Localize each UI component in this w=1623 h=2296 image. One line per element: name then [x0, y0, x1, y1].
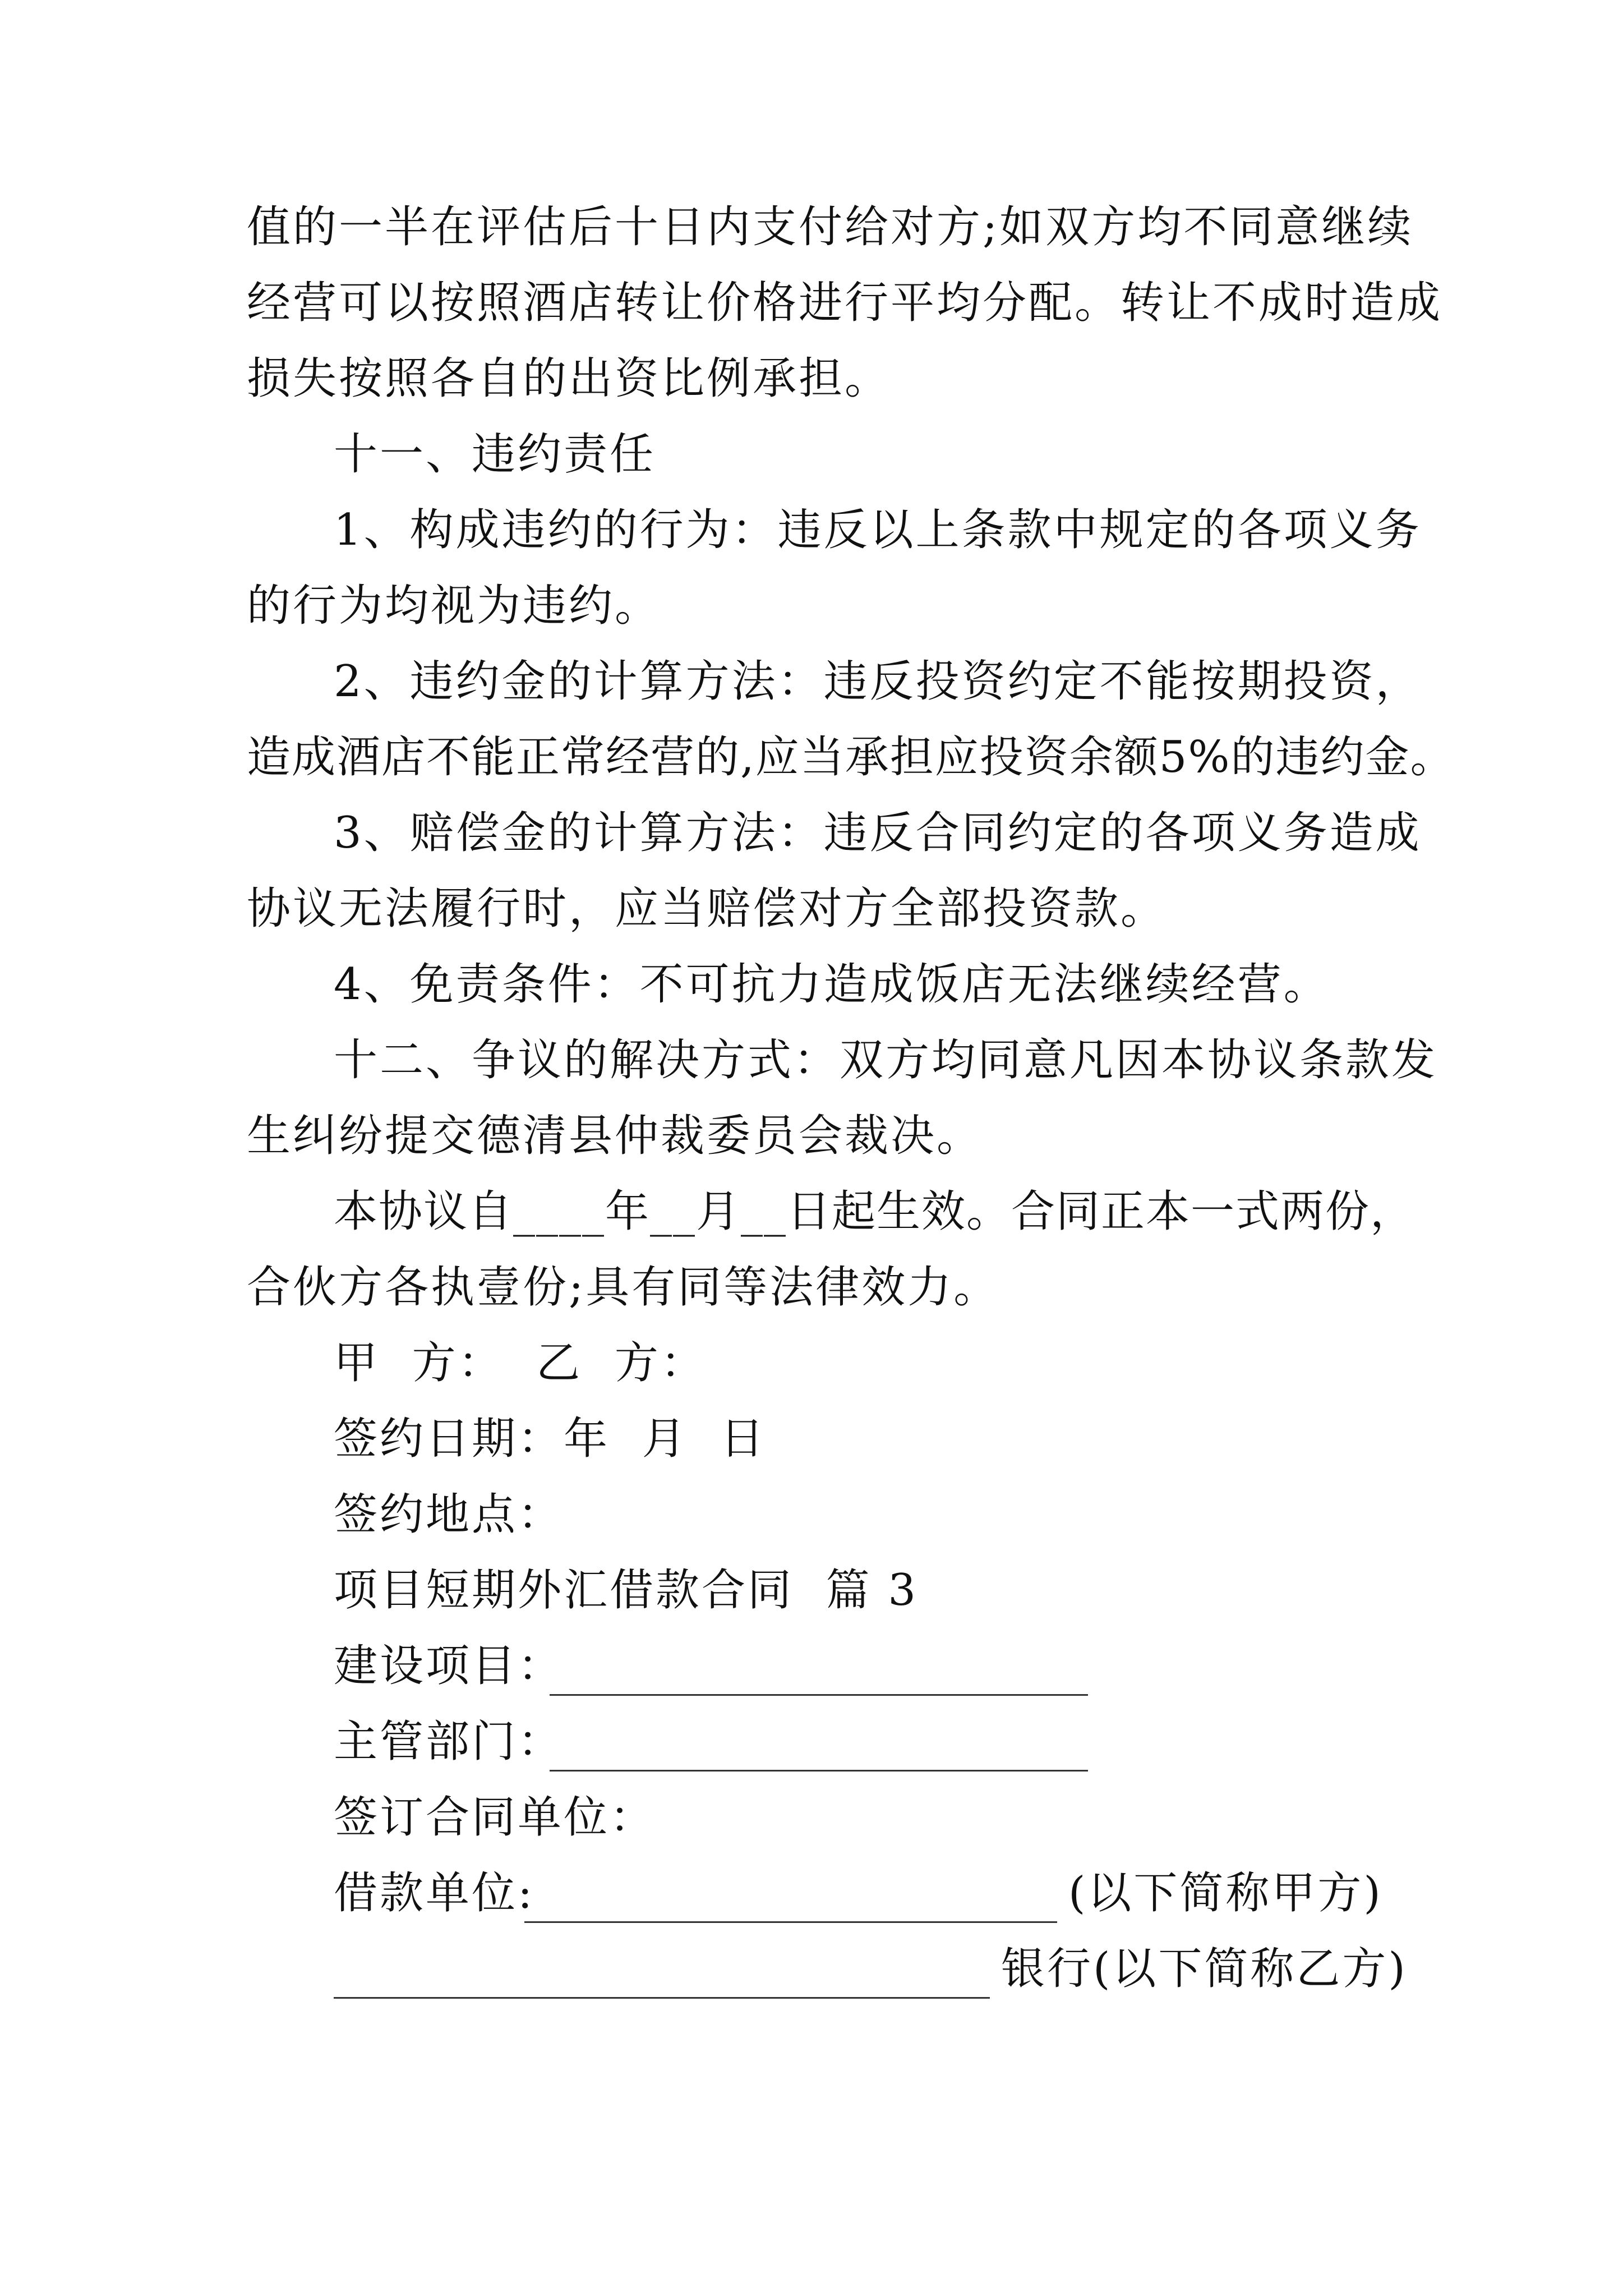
paragraph-line: 值的一半在评估后十日内支付给对方;如双方均不同意继续 [247, 202, 1414, 252]
signing-date-line: 签约日期：年 月 日 [334, 1414, 767, 1464]
borrower-blank[interactable] [524, 1921, 1057, 1923]
paragraph-line: 造成酒店不能正常经营的,应当承担应投资余额5%的违约金。 [247, 732, 1455, 783]
paragraph-line: 的行为均视为违约。 [247, 581, 661, 631]
paragraph-line: 生纠纷提交德清县仲裁委员会裁决。 [247, 1111, 983, 1161]
paragraph-line: 合伙方各执壹份;具有同等法律效力。 [247, 1262, 1000, 1313]
paragraph-line: 损失按照各自的出资比例承担。 [247, 353, 891, 404]
paragraph-line: 1、构成违约的行为：违反以上条款中规定的各项义务 [334, 505, 1422, 555]
bank-blank[interactable] [334, 1997, 990, 1999]
paragraph-line: 经营可以按照酒店转让价格进行平均分配。转让不成时造成 [247, 278, 1443, 328]
paragraph-line: 4、免责条件：不可抗力造成饭店无法继续经营。 [334, 959, 1330, 1010]
department-blank[interactable] [550, 1770, 1088, 1772]
construction-project-label: 建设项目： [334, 1641, 564, 1691]
section-heading: 十一、违约责任 [334, 429, 656, 480]
paragraph-line: 协议无法履行时，应当赔偿对方全部投资款。 [247, 884, 1167, 934]
borrower-label: 借款单位: [334, 1868, 535, 1918]
bank-note: 银行(以下简称乙方) [1001, 1944, 1408, 1994]
department-label: 主管部门： [334, 1717, 564, 1767]
contract-units-label: 签订合同单位： [334, 1792, 656, 1843]
paragraph-line: 本协议自____年__月__日起生效。合同正本一式两份， [334, 1186, 1415, 1237]
signing-place-line: 签约地点： [334, 1489, 564, 1540]
borrower-note: (以下简称甲方) [1068, 1868, 1383, 1918]
contract-title: 项目短期外汇借款合同 篇 3 [334, 1565, 919, 1616]
party-signature-line: 甲 方： 乙 方： [334, 1338, 707, 1388]
paragraph-line: 2、违约金的计算方法：违反投资约定不能按期投资， [334, 656, 1422, 707]
construction-project-blank[interactable] [550, 1694, 1088, 1696]
paragraph-line: 3、赔偿金的计算方法：违反合同约定的各项义务造成 [334, 808, 1422, 858]
section-heading: 十二、争议的解决方式：双方均同意凡因本协议条款发 [334, 1035, 1438, 1085]
